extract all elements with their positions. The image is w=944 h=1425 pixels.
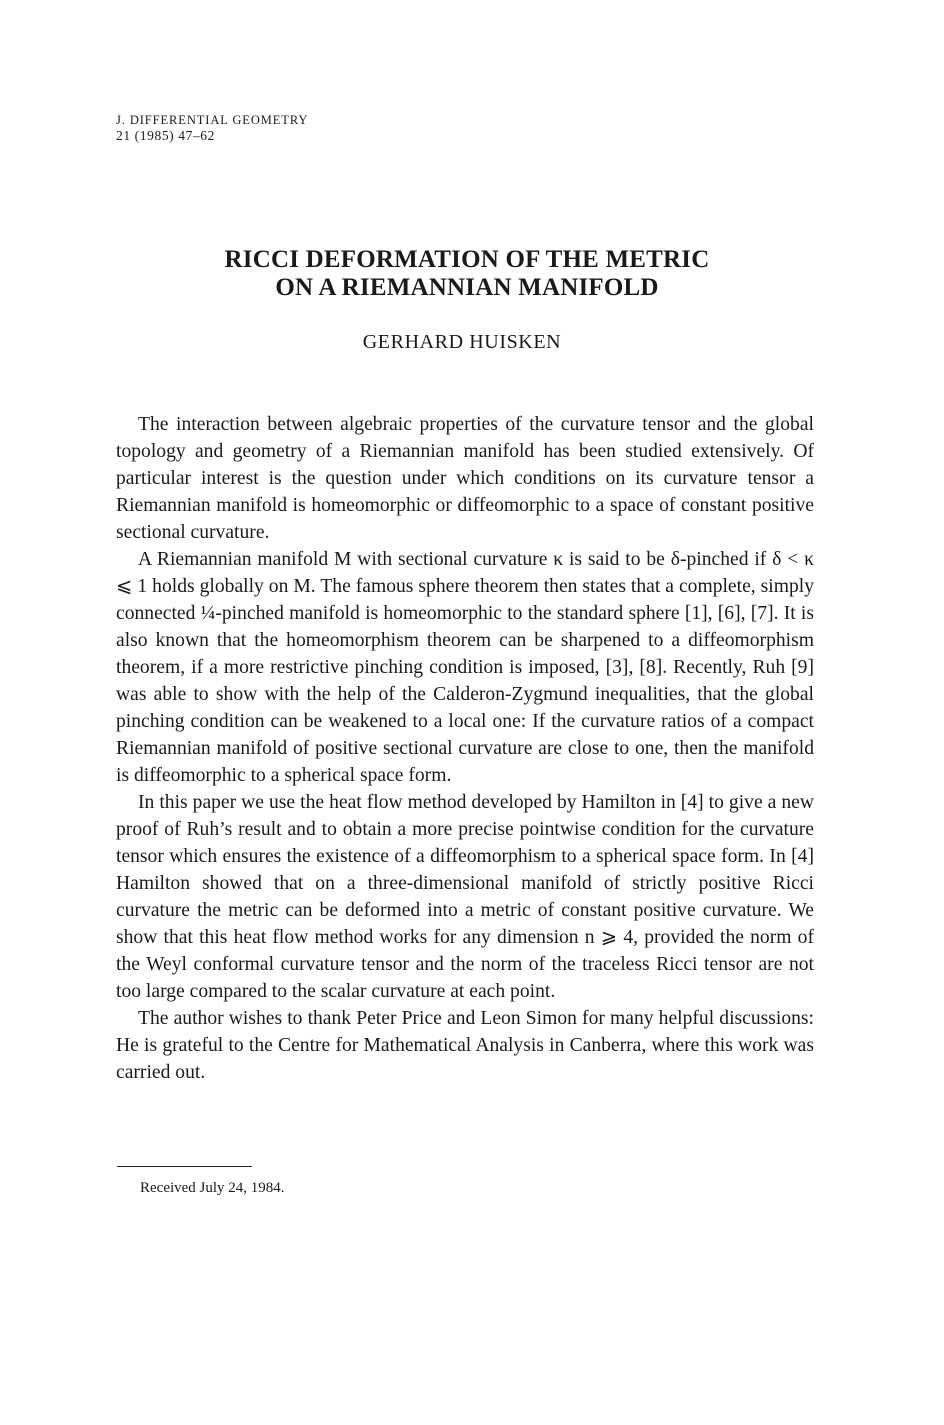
- journal-header: [116, 112, 308, 144]
- footnote-received: Received July 24, 1984.: [140, 1180, 285, 1196]
- title-line-2: ON A RIEMANNIAN MANIFOLD: [275, 274, 659, 301]
- journal-name: J. DIFFERENTIAL GEOMETRY: [116, 113, 309, 127]
- paper-title: [0, 246, 944, 302]
- footnote-divider: [117, 1166, 252, 1167]
- paragraph-3: In this paper we use the heat flow method developed by Hamilton in [4] to give a new proof of Ruh’s result and to obtain a more precise pointwise condition for the curvature tensor which ensures the existence of a diffeomorphism to a spherical space form. In [4] Hamilton showed that on a three-dimensional manifold of strictly positive Ricci curvature the metric can be deformed into a metric of constant positive curvature. We show that this heat flow method works for any dimension n ⩾ 4, provided the norm of the Weyl conformal curvature tensor and the norm of the traceless Ricci tensor are not too large compared to the scalar curvature at each point.: [116, 792, 814, 1002]
- paragraph-1: The interaction between algebraic properties of the curvature tensor and the global topology and geometry of a Riemannian manifold has been studied extensively. Of particular interest is the question under which conditions on its curvature tensor a Riemannian manifold is homeomorphic or diffeomorphic to a space of constant positive sectional curvature.: [116, 414, 814, 543]
- author-name: GERHARD HUISKEN: [362, 331, 562, 353]
- body-text: [116, 411, 814, 1086]
- title-line-1: RICCI DEFORMATION OF THE METRIC: [224, 246, 710, 273]
- paragraph-4: The author wishes to thank Peter Price and Leon Simon for many helpful discussions: He is grateful to the Centre for Mathematical Analysis in Canberra, where this work was carried out.: [116, 1008, 814, 1083]
- journal-volume: 21 (1985) 47–62: [116, 128, 215, 143]
- paragraph-2: A Riemannian manifold M with sectional curvature κ is said to be δ-pinched if δ < κ ⩽ 1 holds globally on M. The famous sphere theorem then states that a complete, simply connected ¼-pinched manifold is homeomorphic to the standard sphere [1], [6], [7]. It is also known that the homeomorphism theorem can be sharpened to a diffeomorphism theorem, if a more restrictive pinching condition is imposed, [3], [8]. Recently, Ruh [9] was able to show with the help of the Calderon-Zygmund inequalities, that the global pinching condition can be weakened to a local one: If the curvature ratios of a compact Riemannian manifold of positive sectional curvature are close to one, then the manifold is diffeomorphic to a spherical space form.: [116, 549, 814, 786]
